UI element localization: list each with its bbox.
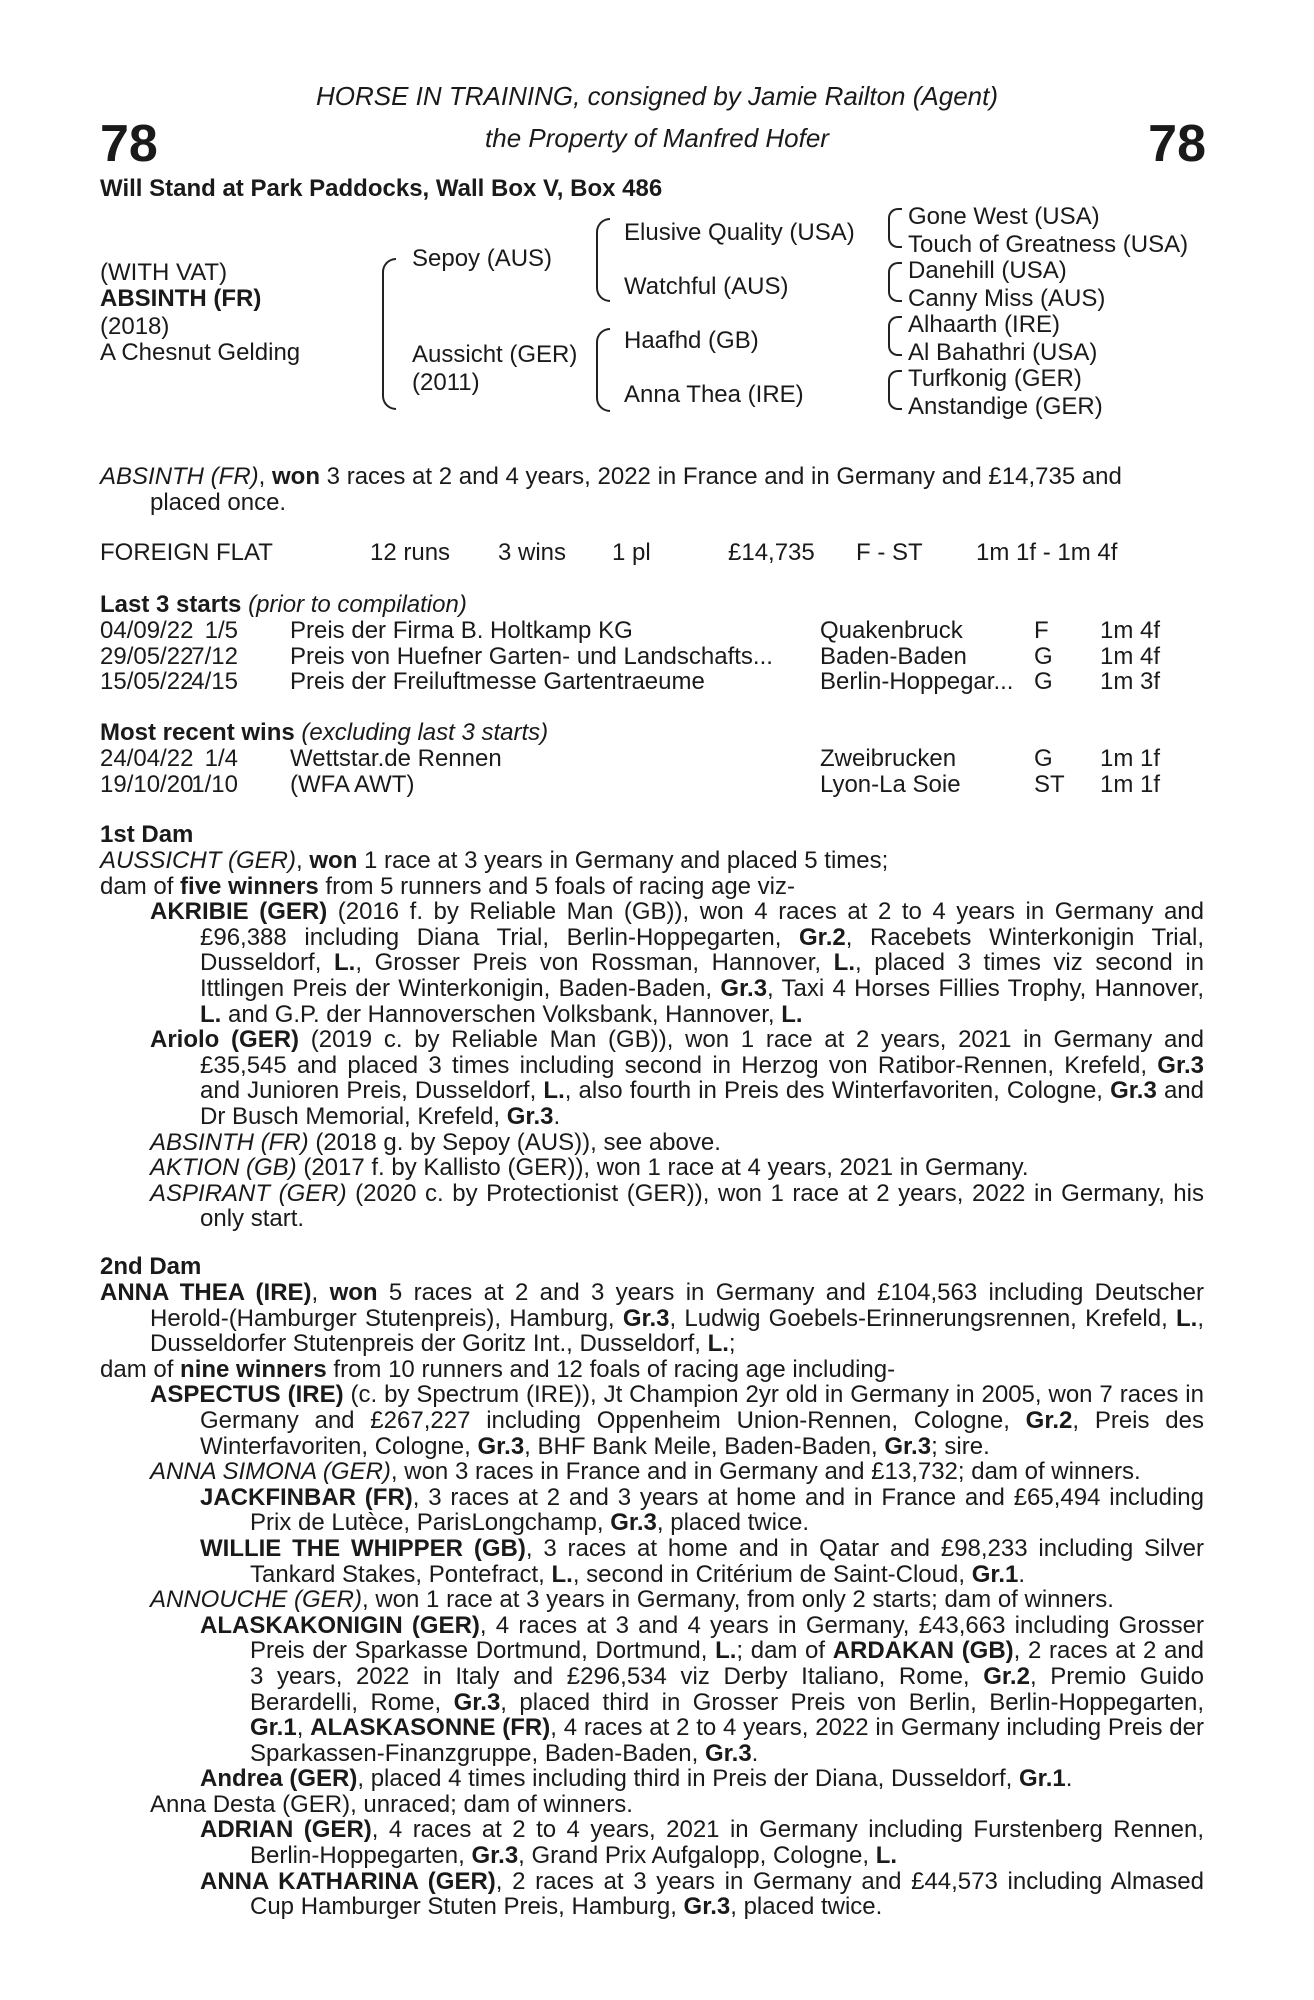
recent-dist: 1m 1f — [1100, 770, 1161, 798]
last3-pos: 1/5 — [204, 617, 238, 644]
last3-dist: 1m 4f — [1100, 617, 1161, 644]
last3-pos: 7/12 — [191, 642, 238, 670]
produce-andrea: Andrea (GER), placed 4 times including third in Preis der Diana, Dusseldorf, Gr.1. — [200, 1765, 1073, 1793]
stats-type: FOREIGN FLAT — [100, 539, 273, 566]
produce-absinth: ABSINTH (FR) (2018 g. by Sepoy (AUS)), see above. — [150, 1128, 721, 1156]
last3-going: G — [1034, 642, 1053, 670]
last3-dist: 1m 4f — [1100, 642, 1161, 670]
produce-alaskakonigin: ALASKAKONIGIN (GER), 4 races at 3 and 4 years in Germany, £43,663 including Grosser Preis der Sparkasse Dortmund, Dortmund, L.; dam of ARDAKAN (GB), 2 races at 2 and 3 years, 2022 in Italy and £296,534 viz Derby Italiano, Rome, Gr.2, Premio Guido Berardelli, Rome, Gr.3, placed third in Grosser Preis von Berlin, Berlin-Hoppegarten, Gr.1, ALASKASONNE (FR), 4 races at 2 to 4 years, 2022 in Germany including Preis der Sparkassen-Finanzgruppe, Baden-Baden, Gr.3. — [200, 1611, 1205, 1767]
second-dam-foals: from 10 runners and 12 foals of racing age including- — [326, 1355, 896, 1383]
first-dam-title: 1st Dam — [100, 821, 194, 848]
second-dam-name: ANNA THEA (IRE) — [100, 1279, 312, 1306]
dd-brace — [888, 370, 902, 410]
produce-anna-katharina: ANNA KATHARINA (GER), 2 races at 3 years in Germany and £44,573 including Almased Cup Hamburger Stuten Preis, Hamburg, Gr.3, placed twice. — [200, 1867, 1204, 1921]
summary-record: 3 races at 2 and 4 years, 2022 in France and in Germany and £14,735 and — [320, 463, 1122, 490]
recent-pos: 1/4 — [204, 745, 238, 772]
second-dam-record: ANNA THEA (IRE), won 5 races at 2 and 3 years in Germany and £104,563 including Deutscher Herold-(Hamburger Stutenpreis), Hamburg, Gr.3, Ludwig Goebels-Erinnerungsrennen, Krefeld, L., Dusseldorfer Stutenpreis der Goritz Int., Dusseldorf, L.; — [100, 1279, 1205, 1358]
lot-number-right: 78 — [1148, 115, 1206, 173]
summary-horse-name: ABSINTH (FR) — [100, 463, 259, 490]
stats-runs: 12 runs — [370, 539, 451, 566]
last3-race: Preis von Huefner Garten- und Landschafts... — [290, 642, 773, 670]
ggp-6: Al Bahathri (USA) — [908, 339, 1098, 366]
produce-ariolo: Ariolo (GER) (2019 c. by Reliable Man (GB)), won 1 race at 2 years, 2021 in Germany and £35,545 and placed 3 times including second in Herzog von Ratibor-Rennen, Krefeld, Gr.3 and Junioren Preis, Dusseldorf, L., also fourth in Preis des Winterfavoriten, Cologne, Gr.3 and Dr Busch Memorial, Krefeld, Gr.3. — [150, 1026, 1204, 1130]
first-dam-damof: dam of — [100, 872, 181, 900]
recent-title: Most recent wins — [100, 719, 295, 746]
dam-name: Aussicht (GER) — [412, 341, 578, 368]
ggp-7: Turfkonig (GER) — [908, 365, 1082, 392]
stats-earnings: £14,735 — [728, 539, 815, 566]
last3-race: Preis der Firma B. Holtkamp KG — [290, 617, 633, 644]
consignor-line: HORSE IN TRAINING, consigned by Jamie Railton (Agent) — [315, 81, 999, 111]
recent-course: Zweibrucken — [820, 745, 957, 772]
sd-brace — [888, 262, 902, 302]
ggp-4: Canny Miss (AUS) — [908, 285, 1106, 312]
recent-dist: 1m 1f — [1100, 745, 1161, 772]
property-line: the Property of Manfred Hofer — [485, 123, 829, 153]
produce-adrian: ADRIAN (GER), 4 races at 2 to 4 years, 2021 in Germany including Furstenberg Rennen, Berlin-Hoppegarten, Gr.3, Grand Prix Aufgalopp, Cologne, L. — [200, 1816, 1204, 1870]
stand-location: Will Stand at Park Paddocks, Wall Box V, Box 486 — [100, 175, 663, 202]
ggp-3: Danehill (USA) — [908, 257, 1067, 284]
stats-wins: 3 wins — [498, 539, 567, 566]
first-dam-foals: from 5 runners and 5 foals of racing age viz- — [318, 872, 796, 900]
dam-dam: Anna Thea (IRE) — [624, 381, 804, 408]
horse-name: ABSINTH (FR) — [100, 285, 262, 312]
recent-course: Lyon-La Soie — [820, 770, 961, 798]
dam-year: (2011) — [412, 369, 480, 396]
summary-won: won — [272, 463, 321, 490]
horse-year: (2018) — [100, 313, 170, 340]
last3-heading — [100, 592, 467, 618]
last3-course: Quakenbruck — [820, 617, 963, 644]
last3-race: Preis der Freiluftmesse Gartentraeume — [290, 668, 705, 696]
last3-date: 04/09/22 — [100, 617, 194, 644]
ggp-1: Gone West (USA) — [908, 203, 1100, 230]
stats-places: 1 pl — [612, 539, 651, 566]
recent-going: ST — [1034, 770, 1065, 798]
recent-pos: 1/10 — [191, 770, 238, 798]
last3-course: Berlin-Hoppegar... — [820, 668, 1014, 696]
last3-pos: 4/15 — [191, 668, 238, 696]
second-dam-damof: dam of — [100, 1355, 181, 1383]
pedigree-brace — [382, 258, 396, 410]
last3-course: Baden-Baden — [820, 642, 967, 670]
ds-brace — [888, 316, 902, 356]
recent-heading — [100, 720, 548, 746]
recent-race: (WFA AWT) — [290, 770, 415, 798]
last3-dist: 1m 3f — [1100, 668, 1161, 696]
last3-date: 15/05/22 — [100, 668, 194, 696]
recent-race: Wettstar.de Rennen — [290, 745, 502, 772]
produce-aspectus: ASPECTUS (IRE) (c. by Spectrum (IRE)), Jt Champion 2yr old in Germany in 2005, won 7 races in Germany and £267,227 including Oppenheim Union-Rennen, Cologne, Gr.2, Preis des Winterfavoriten, Cologne, Gr.3, BHF Bank Meile, Baden-Baden, Gr.3; sire. — [150, 1381, 1204, 1460]
ggp-5: Alhaarth (IRE) — [908, 311, 1061, 338]
produce-akribie: AKRIBIE (GER) (2016 f. by Reliable Man (GB)), won 4 races at 2 to 4 years in Germany and £96,388 including Diana Trial, Berlin-Hoppegarten, Gr.2, Racebets Winterkonigin Trial, Dusseldorf, L., Grosser Preis von Rossman, Hannover, L., placed 3 times viz second in Ittlingen Preis der Winterkonigin, Baden-Baden, Gr.3, Taxi 4 Horses Fillies Trophy, Hannover, L. and G.P. der Hannoverschen Volksbank, Hannover, L. — [150, 898, 1204, 1028]
produce-anna-simona: ANNA SIMONA (GER), won 3 races in France and in Germany and £13,732; dam of winners. — [150, 1458, 1141, 1486]
first-dam-section: AUSSICHT (GER), won 1 race at 3 years in Germany and placed 5 times; dam of five winners from 5 runners and 5 foals of racing age viz- AKRIBIE (GER) (2016 f. by Reliable Man (GB)), won 4 races at 2 to 4 years in Germany and £96,388 including Diana Trial, Berlin-Hoppegarten, Gr.2, Racebets Winterkonigin Trial, Dusseldorf, L., Grosser Preis von Rossman, Hannover, L., placed 3 times viz second in Ittlingen Preis der Winterkonigin, Baden-Baden, Gr.3, Taxi 4 Horses Fillies Trophy, Hannover, L. and G.P. der Hannoverschen Volksbank, Hannover, L. Ariolo (GER) (2019 c. by Reliable Man (GB)), won 1 race at 2 years, 2021 in Germany and £35,545 and placed 3 times including second in Herzog von Ratibor-Rennen, Krefeld, Gr.3 and Junioren Preis, Dusseldorf, L., also fourth in Preis des Winterfavoriten, Cologne, Gr.3 and Dr Busch Memorial, Krefeld, Gr.3. ABSINTH (FR) (2018 g. by Sepoy (AUS)), see above. AKTION (GB) (2017 f. by Kallisto (GER)), won 1 race at 4 years, 2021 in Germany. ASPIRANT (GER) (2020 c. by Protectionist (GER)), won 1 race at 2 years, 2022 in Germany, his only start. — [100, 847, 1204, 1233]
second-dam-winners: nine winners — [180, 1355, 327, 1383]
produce-aktion: AKTION (GB) (2017 f. by Kallisto (GER)), won 1 race at 4 years, 2021 in Germany. — [150, 1154, 1029, 1182]
produce-annouche: ANNOUCHE (GER), won 1 race at 3 years in Germany, from only 2 starts; dam of winners. — [150, 1586, 1114, 1614]
stats-going: F - ST — [856, 539, 923, 566]
ss-brace — [888, 208, 902, 248]
recent-going: G — [1034, 745, 1053, 772]
sire-dam: Watchful (AUS) — [624, 273, 789, 300]
second-dam-section — [100, 1280, 1204, 1920]
horse-description: A Chesnut Gelding — [100, 339, 301, 366]
recent-note: (excluding last 3 starts) — [301, 719, 549, 746]
sire-sire: Elusive Quality (USA) — [624, 219, 855, 246]
dam-brace — [596, 328, 610, 412]
dam-sire: Haafhd (GB) — [624, 327, 759, 354]
ggp-8: Anstandige (GER) — [908, 393, 1103, 420]
second-dam-title: 2nd Dam — [100, 1253, 202, 1280]
sire-name: Sepoy (AUS) — [412, 245, 553, 272]
first-dam-winners: five winners — [180, 872, 319, 900]
race-summary: ABSINTH (FR), won 3 races at 2 and 4 years, 2022 in France and in Germany and £14,735 and placed once. — [100, 464, 1204, 515]
produce-willie: WILLIE THE WHIPPER (GB), 3 races at home and in Qatar and £98,233 including Silver Tankard Stakes, Pontefract, L., second in Critérium de Saint-Cloud, Gr.1. — [200, 1534, 1205, 1588]
first-dam-record: 1 race at 3 years in Germany and placed 5 times; — [357, 847, 889, 874]
second-dam-won: won — [329, 1279, 378, 1306]
produce-jackfinbar: JACKFINBAR (FR), 3 races at 2 and 3 years at home and in France and £65,494 including Prix de Lutèce, ParisLongchamp, Gr.3, placed twice. — [200, 1483, 1204, 1537]
last3-title: Last 3 starts — [100, 591, 242, 618]
produce-aspirant: ASPIRANT (GER) (2020 c. by Protectionist (GER)), won 1 race at 2 years, 2022 in Germany, his only start. — [150, 1179, 1204, 1233]
recent-date: 24/04/22 — [100, 745, 194, 772]
summary-line2: placed once. — [150, 488, 287, 516]
sire-brace — [596, 218, 610, 302]
vat-label: (WITH VAT) — [100, 259, 228, 286]
last3-going: F — [1034, 617, 1049, 644]
recent-date: 19/10/20 — [100, 770, 194, 798]
lot-number-left: 78 — [100, 115, 158, 173]
last3-note: (prior to compilation) — [248, 591, 467, 618]
produce-anna-desta: Anna Desta (GER), unraced; dam of winners. — [150, 1790, 633, 1818]
first-dam-won: won — [309, 847, 358, 874]
first-dam-name: AUSSICHT (GER) — [100, 847, 297, 874]
ggp-2: Touch of Greatness (USA) — [908, 231, 1189, 258]
last3-going: G — [1034, 668, 1053, 696]
stats-distance: 1m 1f - 1m 4f — [976, 539, 1118, 566]
last3-date: 29/05/22 — [100, 642, 194, 670]
